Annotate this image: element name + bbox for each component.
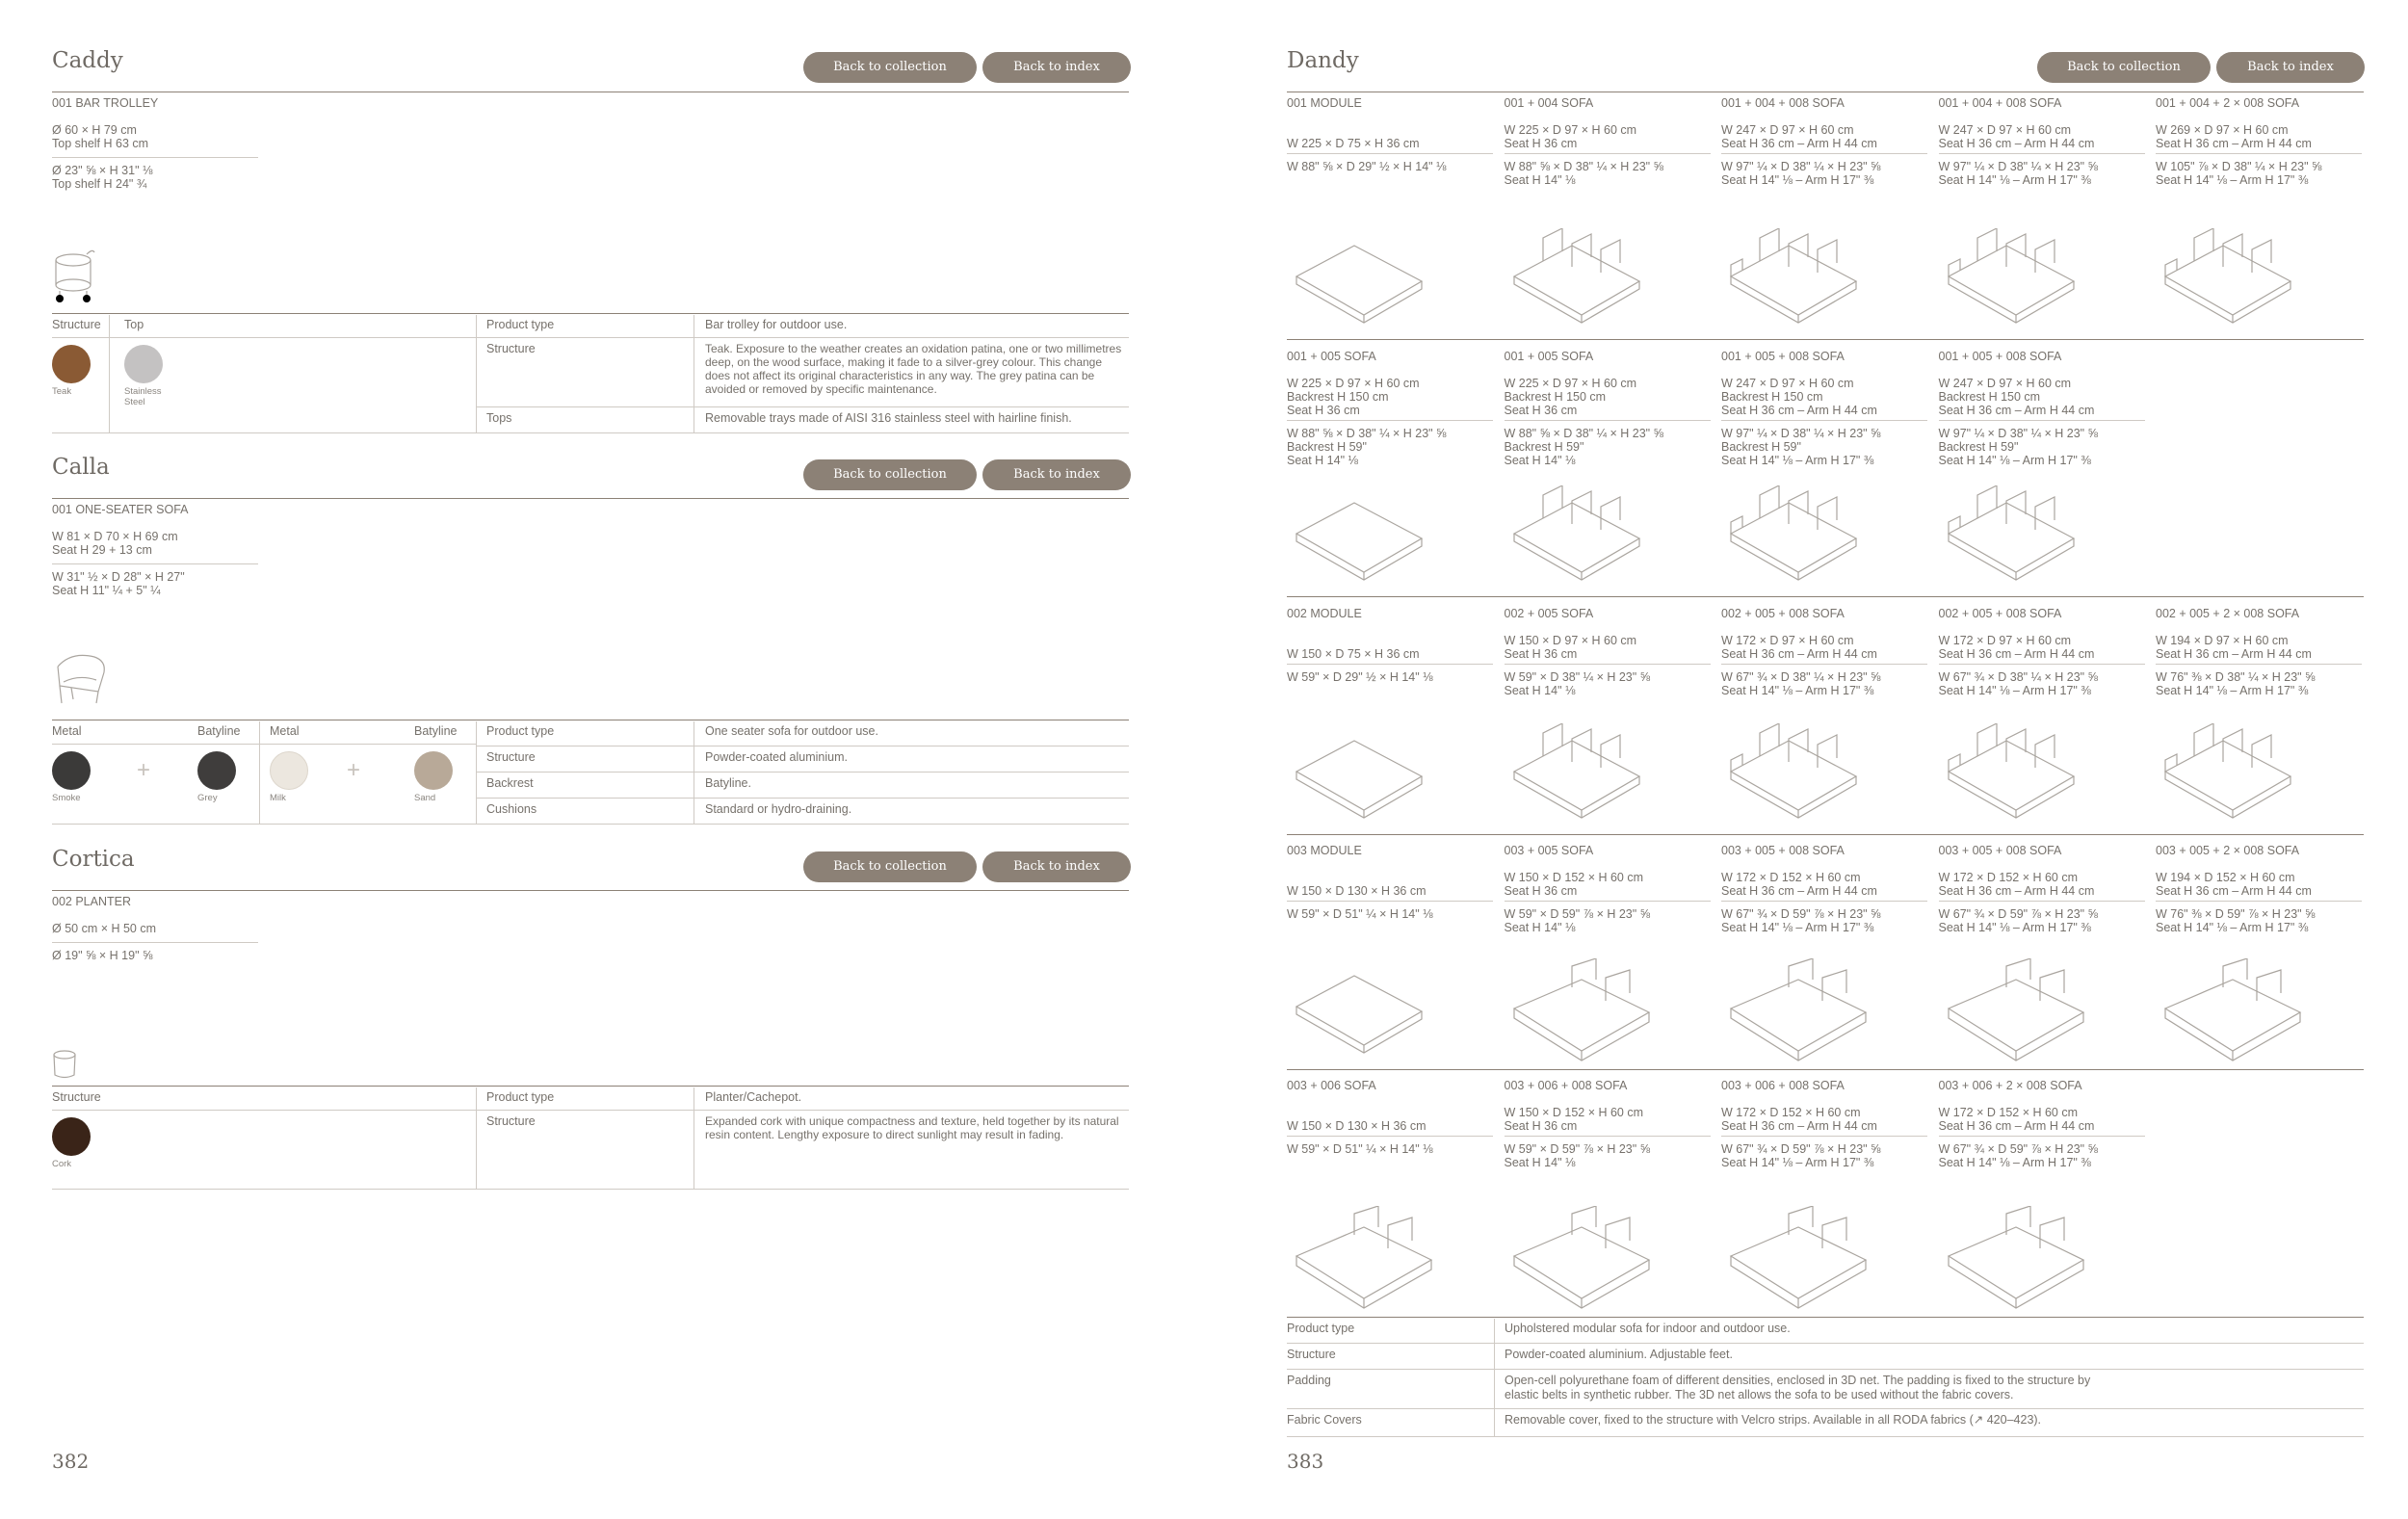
cork-swatch [52,1117,91,1156]
product-metric: W 225 × D 97 × H 60 cm [1287,377,1420,390]
product-name: 003 + 005 SOFA [1504,844,1594,857]
dandy-spec-key: Padding [1287,1374,1331,1387]
product-dim-rule [1505,901,1711,902]
product-imperial: W 67" ¾ × D 59" ⅞ × H 23" ⅝ [1721,1142,1881,1156]
product-metric: Seat H 36 cm – Arm H 44 cm [1938,404,2095,417]
calla-spec-row-rule [476,772,1129,773]
product-imperial: W 97" ¼ × D 38" ¼ × H 23" ⅝ [1721,160,1881,173]
sofa-configuration-icon [1287,958,1441,1066]
calla-imperial: W 31" ½ × D 28" × H 27" [52,570,185,584]
dandy-spec-key: Structure [1287,1348,1336,1361]
product-name: 001 MODULE [1287,96,1362,110]
product-dim-rule [1721,420,1927,421]
sofa-configuration-icon [1505,958,1659,1066]
product-imperial: Seat H 14" ⅛ [1287,454,1358,467]
cortica-spec-key: Product type [486,1090,555,1104]
product-imperial: Seat H 14" ⅛ – Arm H 17" ⅜ [1721,1156,1874,1169]
sofa-configuration-icon [1939,958,2093,1066]
smoke-swatch [52,751,91,790]
sofa-configuration-icon [1287,485,1441,593]
cortica-spec-key: Structure [486,1114,536,1128]
dandy-row-rule [1287,339,2364,340]
sofa-configuration-icon [1287,723,1441,831]
product-imperial: W 59" × D 59" ⅞ × H 23" ⅝ [1504,1142,1651,1156]
product-imperial: W 88" ⅝ × D 38" ¼ × H 23" ⅝ [1287,427,1447,440]
sofa-configuration-icon [1505,228,1659,336]
dandy-spec-value: Open-cell polyurethane foam of different densities, enclosed in 3D net. The padding is fixed to the structure by elastic belts in synthetic rubber. The 3D net allows the sofa to be used without the fabric covers. [1505,1374,2091,1401]
product-dim-rule [1721,664,1927,665]
product-dim-rule [1287,153,1493,154]
product-imperial: Backrest H 59" [1504,440,1584,454]
product-metric: Seat H 36 cm [1504,647,1578,661]
calla-spec-key: Product type [486,724,555,738]
product-imperial: Seat H 14" ⅛ – Arm H 17" ⅜ [1938,921,2091,934]
calla-end-rule [52,824,1129,825]
back-to-index-button[interactable]: Back to index [2216,52,2365,83]
product-imperial: W 67" ¾ × D 59" ⅞ × H 23" ⅝ [1938,907,2098,921]
product-metric: W 150 × D 130 × H 36 cm [1287,884,1426,898]
product-metric: Seat H 36 cm – Arm H 44 cm [1721,647,1877,661]
product-metric: W 269 × D 97 × H 60 cm [2156,123,2289,137]
product-name: 001 + 005 SOFA [1504,350,1594,363]
product-name: 002 MODULE [1287,607,1362,620]
product-metric: W 150 × D 152 × H 60 cm [1504,871,1644,884]
column-divider [476,721,477,824]
sofa-configuration-icon [1721,228,1875,336]
sofa-configuration-icon [1721,958,1875,1066]
product-dim-rule [1505,153,1711,154]
stainless-steel-label: Stainless Steel [124,386,162,407]
product-imperial: W 67" ¾ × D 59" ⅞ × H 23" ⅝ [1938,1142,2098,1156]
calla-dim-rule [52,563,258,564]
product-name: 001 + 005 + 008 SOFA [1721,350,1845,363]
product-name: 003 + 005 + 008 SOFA [1721,844,1845,857]
product-name: 003 + 006 + 008 SOFA [1721,1079,1845,1092]
product-dim-rule [1939,664,2145,665]
product-name: 001 + 005 SOFA [1287,350,1376,363]
product-metric: W 172 × D 152 × H 60 cm [1938,1106,2079,1119]
sofa-configuration-icon [1721,485,1875,593]
cork-label: Cork [52,1159,72,1169]
product-metric: W 172 × D 97 × H 60 cm [1721,634,1854,647]
product-metric: Seat H 36 cm – Arm H 44 cm [1721,884,1877,898]
product-imperial: Backrest H 59" [1721,440,1801,454]
product-metric: Seat H 36 cm – Arm H 44 cm [1938,1119,2095,1133]
caddy-metric: Top shelf H 63 cm [52,137,149,150]
dandy-spec-row-rule [1287,1408,2364,1409]
product-imperial: Seat H 14" ⅛ [1504,1156,1576,1169]
product-dim-rule [1505,664,1711,665]
product-imperial: Seat H 14" ⅛ – Arm H 17" ⅜ [1721,921,1874,934]
product-metric: Seat H 36 cm [1504,1119,1578,1133]
product-name: 003 + 006 + 2 × 008 SOFA [1938,1079,2082,1092]
product-metric: W 172 × D 97 × H 60 cm [1938,634,2072,647]
cortica-spec-value: Planter/Cachepot. [705,1090,802,1104]
product-name: 002 + 005 + 008 SOFA [1721,607,1845,620]
cortica-title-rule [52,890,1129,891]
cortica-title: Cortica [52,847,135,872]
plus-sign: + [137,757,151,783]
product-dim-rule [1287,420,1493,421]
product-metric: Seat H 36 cm – Arm H 44 cm [2156,137,2312,150]
sofa-configuration-icon [2156,228,2310,336]
product-dim-rule [1939,420,2145,421]
page-number-right: 383 [1287,1450,1324,1473]
product-metric: Backrest H 150 cm [1721,390,1823,404]
product-imperial: Seat H 14" ⅛ – Arm H 17" ⅜ [1721,684,1874,697]
product-metric: Seat H 36 cm – Arm H 44 cm [1938,137,2095,150]
product-imperial: Seat H 14" ⅛ – Arm H 17" ⅜ [1721,454,1874,467]
product-metric: W 150 × D 75 × H 36 cm [1287,647,1420,661]
planter-icon [52,1048,79,1083]
product-metric: W 172 × D 152 × H 60 cm [1721,871,1861,884]
product-metric: Seat H 36 cm [1504,137,1578,150]
back-to-index-button[interactable]: Back to index [982,851,1131,882]
product-imperial: Seat H 14" ⅛ – Arm H 17" ⅜ [2156,684,2309,697]
product-imperial: Seat H 14" ⅛ [1504,684,1576,697]
calla-header-metal: Metal [52,724,82,738]
product-imperial: W 97" ¼ × D 38" ¼ × H 23" ⅝ [1938,160,2098,173]
product-imperial: Seat H 14" ⅛ [1504,454,1576,467]
milk-label: Milk [270,793,286,803]
dandy-row-rule [1287,596,2364,597]
product-metric: Backrest H 150 cm [1938,390,2041,404]
sofa-configuration-icon [1939,723,2093,831]
plus-sign: + [347,757,361,783]
sand-swatch [414,751,453,790]
product-imperial: Seat H 14" ⅛ – Arm H 17" ⅜ [1938,454,2091,467]
product-dim-rule [1939,153,2145,154]
teak-swatch [52,345,91,383]
dandy-spec-row-rule [1287,1343,2364,1344]
product-imperial: W 97" ¼ × D 38" ¼ × H 23" ⅝ [1938,427,2098,440]
cortica-metric: Ø 50 cm × H 50 cm [52,922,157,935]
back-to-index-button[interactable]: Back to index [982,459,1131,490]
product-imperial: Seat H 14" ⅛ – Arm H 17" ⅜ [1938,173,2091,187]
product-metric: Seat H 36 cm – Arm H 44 cm [2156,647,2312,661]
calla-header-batyline: Batyline [414,724,458,738]
caddy-end-rule [52,432,1129,433]
cortica-spec-row-rule [476,1110,1129,1111]
calla-swatch-rule [52,744,476,745]
product-dim-rule [1287,1136,1493,1137]
calla-spec-key: Backrest [486,776,534,790]
product-metric: W 172 × D 152 × H 60 cm [1721,1106,1861,1119]
product-imperial: W 67" ¾ × D 38" ¼ × H 23" ⅝ [1721,670,1881,684]
product-dim-rule [1721,901,1927,902]
product-metric: Seat H 36 cm – Arm H 44 cm [1938,647,2095,661]
dandy-spec-row-rule [1287,1369,2364,1370]
cortica-swatch-rule [52,1110,476,1111]
sofa-configuration-icon [1939,228,2093,336]
product-dim-rule [2156,153,2362,154]
product-name: 002 + 005 SOFA [1504,607,1594,620]
product-dim-rule [1287,901,1493,902]
product-name: 003 + 006 SOFA [1287,1079,1376,1092]
calla-metric: W 81 × D 70 × H 69 cm [52,530,178,543]
sofa-configuration-icon [1939,1206,2093,1314]
product-imperial: W 59" × D 51" ¼ × H 14" ⅛ [1287,907,1433,921]
product-imperial: Seat H 14" ⅛ – Arm H 17" ⅜ [2156,921,2309,934]
caddy-header-structure: Structure [52,318,101,331]
back-to-collection-button[interactable]: Back to collection [803,52,977,83]
product-name: 003 + 005 + 2 × 008 SOFA [2156,844,2300,857]
product-imperial: W 59" × D 38" ¼ × H 23" ⅝ [1504,670,1651,684]
dandy-spec-value: Removable cover, fixed to the structure with Velcro strips. Available in all RODA fabrics (↗ 420–423). [1505,1413,2042,1427]
product-name: 001 + 004 + 2 × 008 SOFA [2156,96,2300,110]
caddy-spec-rule [52,313,1129,314]
product-imperial: W 88" ⅝ × D 38" ¼ × H 23" ⅝ [1504,427,1663,440]
stainless-steel-swatch [124,345,163,383]
product-imperial: Backrest H 59" [1938,440,2019,454]
caddy-imperial: Top shelf H 24" ¾ [52,177,147,191]
caddy-spec-row-rule [476,406,1129,407]
caddy-spec-row-rule [476,337,1129,338]
calla-header-metal: Metal [270,724,300,738]
product-metric: W 194 × D 97 × H 60 cm [2156,634,2289,647]
caddy-code: 001 BAR TROLLEY [52,96,159,110]
product-metric: W 225 × D 97 × H 60 cm [1504,123,1637,137]
product-dim-rule [1939,1136,2145,1137]
product-metric: Seat H 36 cm [1504,884,1578,898]
caddy-spec-key: Tops [486,411,512,425]
caddy-header-top: Top [124,318,144,331]
calla-spec-value: Batyline. [705,776,751,790]
product-dim-rule [2156,664,2362,665]
product-dim-rule [1939,901,2145,902]
back-to-collection-button[interactable]: Back to collection [803,851,977,882]
product-imperial: Seat H 14" ⅛ – Arm H 17" ⅜ [2156,173,2309,187]
dandy-spec-key: Fabric Covers [1287,1413,1362,1427]
cortica-dim-rule [52,942,258,943]
product-name: 003 + 005 + 008 SOFA [1938,844,2062,857]
product-metric: Seat H 36 cm – Arm H 44 cm [1721,404,1877,417]
dandy-spec-value: Powder-coated aluminium. Adjustable feet. [1505,1348,1733,1361]
product-imperial: W 88" ⅝ × D 29" ½ × H 14" ⅛ [1287,160,1447,173]
dandy-row-rule [1287,834,2364,835]
product-name: 002 + 005 + 2 × 008 SOFA [2156,607,2300,620]
column-divider [476,315,477,433]
product-imperial: W 59" × D 59" ⅞ × H 23" ⅝ [1504,907,1651,921]
product-metric: W 150 × D 152 × H 60 cm [1504,1106,1644,1119]
product-metric: Seat H 36 cm – Arm H 44 cm [1721,1119,1877,1133]
product-dim-rule [1505,1136,1711,1137]
caddy-title: Caddy [52,48,123,73]
product-imperial: W 76" ⅜ × D 59" ⅞ × H 23" ⅝ [2156,907,2316,921]
caddy-spec-value: Removable trays made of AISI 316 stainless steel with hairline finish. [705,411,1072,425]
sofa-configuration-icon [2156,958,2310,1066]
product-imperial: W 76" ⅜ × D 38" ¼ × H 23" ⅝ [2156,670,2316,684]
product-imperial: W 59" × D 51" ¼ × H 14" ⅛ [1287,1142,1433,1156]
sofa-configuration-icon [1505,485,1659,593]
sofa-configuration-icon [1287,228,1441,336]
product-imperial: Backrest H 59" [1287,440,1367,454]
product-imperial: W 105" ⅞ × D 38" ¼ × H 23" ⅝ [2156,160,2322,173]
product-metric: W 247 × D 97 × H 60 cm [1938,377,2072,390]
calla-imperial: Seat H 11" ¼ + 5" ¼ [52,584,161,597]
sofa-configuration-icon [1721,1206,1875,1314]
back-to-collection-button[interactable]: Back to collection [803,459,977,490]
calla-spec-value: Powder-coated aluminium. [705,750,848,764]
calla-spec-value: One seater sofa for outdoor use. [705,724,878,738]
calla-spec-value: Standard or hydro-draining. [705,802,852,816]
product-metric: W 247 × D 97 × H 60 cm [1938,123,2072,137]
teak-label: Teak [52,386,72,397]
product-name: 001 + 004 SOFA [1504,96,1594,110]
product-imperial: W 67" ¾ × D 59" ⅞ × H 23" ⅝ [1721,907,1881,921]
sand-label: Sand [414,793,436,803]
caddy-spec-key: Structure [486,342,536,355]
product-dim-rule [1721,1136,1927,1137]
armchair-icon [52,647,110,707]
back-to-collection-button[interactable]: Back to collection [2037,52,2211,83]
product-name: 001 + 004 + 008 SOFA [1721,96,1845,110]
product-imperial: W 59" × D 29" ½ × H 14" ⅛ [1287,670,1433,684]
product-metric: W 172 × D 152 × H 60 cm [1938,871,2079,884]
product-dim-rule [2156,901,2362,902]
calla-header-batyline: Batyline [197,724,241,738]
caddy-spec-key: Product type [486,318,555,331]
smoke-label: Smoke [52,793,81,803]
cortica-header-structure: Structure [52,1090,101,1104]
product-metric: W 194 × D 152 × H 60 cm [2156,871,2295,884]
sofa-configuration-icon [1505,1206,1659,1314]
product-metric: Seat H 36 cm – Arm H 44 cm [1721,137,1877,150]
dandy-spec-key: Product type [1287,1322,1355,1335]
product-metric: W 150 × D 97 × H 60 cm [1504,634,1637,647]
dandy-row-rule [1287,1069,2364,1070]
grey-swatch [197,751,236,790]
cortica-imperial: Ø 19" ⅝ × H 19" ⅝ [52,949,153,962]
product-dim-rule [1505,420,1711,421]
caddy-spec-value: Teak. Exposure to the weather creates an oxidation patina, one or two millimetres deep, on the wood surface, making it fade to a silver-grey colour. This change does not affect its original characteristics in any way. The grey patina can be avoided or removed by specific maintenance. [705,342,1122,396]
product-name: 001 + 005 + 008 SOFA [1938,350,2062,363]
dandy-end-rule [1287,1436,2364,1437]
product-imperial: Seat H 14" ⅛ – Arm H 17" ⅜ [1721,173,1874,187]
product-metric: Seat H 36 cm [1287,404,1360,417]
calla-metric: Seat H 29 + 13 cm [52,543,152,557]
cortica-spec-rule [52,1086,1129,1087]
product-imperial: W 67" ¾ × D 38" ¼ × H 23" ⅝ [1938,670,2098,684]
product-imperial: Seat H 14" ⅛ – Arm H 17" ⅜ [1938,684,2091,697]
caddy-spec-value: Bar trolley for outdoor use. [705,318,848,331]
dandy-row-rule [1287,1317,2364,1318]
caddy-swatch-rule [52,337,476,338]
column-divider [259,721,260,824]
milk-swatch [270,751,308,790]
product-imperial: W 97" ¼ × D 38" ¼ × H 23" ⅝ [1721,427,1881,440]
product-metric: Backrest H 150 cm [1287,390,1389,404]
calla-spec-key: Cushions [486,802,537,816]
product-metric: W 225 × D 75 × H 36 cm [1287,137,1420,150]
caddy-dim-rule [52,157,258,158]
calla-spec-row-rule [476,798,1129,799]
product-name: 001 + 004 + 008 SOFA [1938,96,2062,110]
product-dim-rule [1721,153,1927,154]
cortica-spec-value: Expanded cork with unique compactness and texture, held together by its natural resin content. Lengthy exposure to direct sunlight may result in fading. [705,1114,1119,1141]
calla-spec-key: Structure [486,750,536,764]
product-metric: Seat H 36 cm – Arm H 44 cm [1938,884,2095,898]
product-imperial: Seat H 14" ⅛ [1504,921,1576,934]
caddy-imperial: Ø 23" ⅝ × H 31" ⅛ [52,164,153,177]
product-name: 003 + 006 + 008 SOFA [1504,1079,1628,1092]
product-name: 002 + 005 + 008 SOFA [1938,607,2062,620]
sofa-configuration-icon [1721,723,1875,831]
product-metric: W 150 × D 130 × H 36 cm [1287,1119,1426,1133]
column-divider [476,1087,477,1190]
product-metric: W 247 × D 97 × H 60 cm [1721,377,1854,390]
product-metric: Seat H 36 cm [1504,404,1578,417]
column-divider [109,315,110,433]
product-dim-rule [1287,664,1493,665]
product-imperial: W 88" ⅝ × D 38" ¼ × H 23" ⅝ [1504,160,1663,173]
product-imperial: Seat H 14" ⅛ – Arm H 17" ⅜ [1938,1156,2091,1169]
product-metric: Backrest H 150 cm [1504,390,1607,404]
column-divider [1494,1319,1495,1436]
page-number-left: 382 [52,1450,90,1473]
calla-title: Calla [52,455,110,480]
product-metric: Seat H 36 cm – Arm H 44 cm [2156,884,2312,898]
product-name: 003 MODULE [1287,844,1362,857]
sofa-configuration-icon [1505,723,1659,831]
product-metric: W 247 × D 97 × H 60 cm [1721,123,1854,137]
bar-trolley-icon [52,247,96,306]
caddy-metric: Ø 60 × H 79 cm [52,123,137,137]
cortica-end-rule [52,1189,1129,1190]
grey-label: Grey [197,793,218,803]
sofa-configuration-icon [1287,1206,1441,1314]
product-metric: W 225 × D 97 × H 60 cm [1504,377,1637,390]
cortica-code: 002 PLANTER [52,895,131,908]
sofa-configuration-icon [1939,485,2093,593]
product-imperial: Seat H 14" ⅛ [1504,173,1576,187]
calla-code: 001 ONE-SEATER SOFA [52,503,189,516]
sofa-configuration-icon [2156,723,2310,831]
dandy-title: Dandy [1287,48,1359,73]
dandy-spec-value: Upholstered modular sofa for indoor and outdoor use. [1505,1322,1791,1335]
back-to-index-button[interactable]: Back to index [982,52,1131,83]
calla-title-rule [52,498,1129,499]
